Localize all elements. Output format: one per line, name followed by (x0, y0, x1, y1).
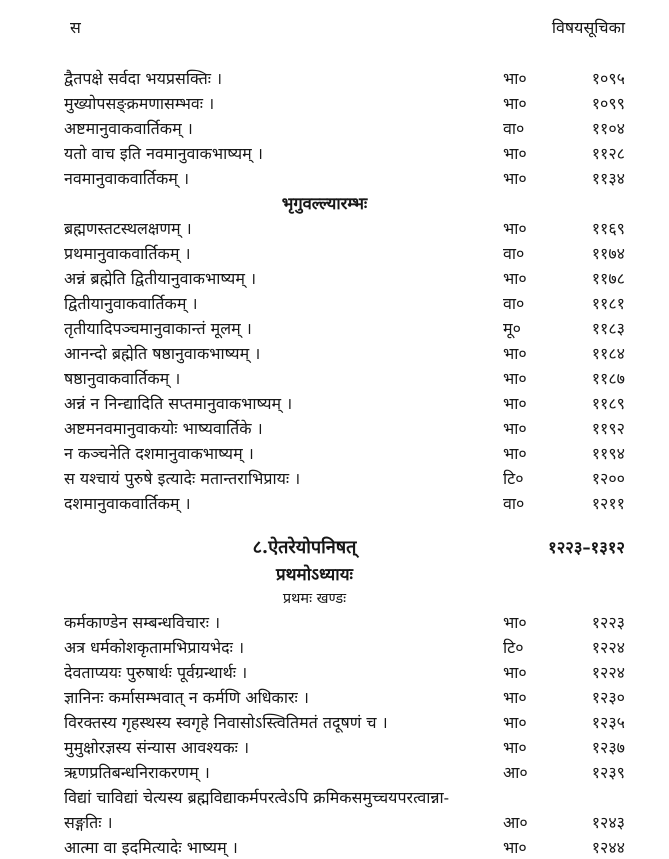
table-row (64, 660, 625, 685)
entry-page-number: १२३० (591, 688, 625, 707)
entry-source-label: टि० (503, 469, 524, 488)
entry-title: अष्टमानुवाकवार्तिकम् । (64, 119, 193, 138)
entry-title: दशमानुवाकवार्तिकम् । (64, 494, 191, 513)
table-row (64, 91, 625, 116)
entry-source-label: भा० (503, 444, 527, 463)
table-row (64, 316, 625, 341)
entry-source-label: भा० (503, 394, 527, 413)
entry-page-number: ११८७ (591, 369, 625, 388)
entry-source-label: भा० (503, 738, 527, 757)
chapter-title: ८.ऐतरेयोपनिषत् (252, 537, 357, 558)
table-row (64, 391, 625, 416)
table-row (64, 416, 625, 441)
table-row (64, 735, 625, 760)
entry-page-number: ११२८ (591, 144, 625, 163)
entry-page-number: ११९४ (591, 444, 625, 463)
chapter-heading-line (64, 534, 625, 562)
table-row (64, 116, 625, 141)
table-row (64, 366, 625, 391)
entry-source-label: वा० (503, 244, 525, 263)
entry-page-number: ११७८ (591, 269, 625, 288)
entry-title: मुमुक्षोरज्ञस्य संन्यास आवश्यकः । (64, 738, 250, 757)
entry-title: षष्ठानुवाकवार्तिकम् । (64, 369, 181, 388)
entry-page-number: १२२४ (591, 638, 625, 657)
entry-source-label: वा० (503, 294, 525, 313)
entry-page-number: १०९९ (591, 94, 625, 113)
entry-source-label: भा० (503, 838, 527, 857)
running-header-title: विषयसूचिका (551, 18, 625, 37)
table-row (64, 466, 625, 491)
table-row (64, 216, 625, 241)
adhyaya-heading: प्रथमोऽध्यायः (276, 565, 353, 585)
table-row (64, 141, 625, 166)
entry-title: अष्टमनवमानुवाकयोः भाष्यवार्तिके । (64, 419, 263, 438)
entry-title: द्वितीयानुवाकवार्तिकम् । (64, 294, 198, 313)
table-row (64, 685, 625, 710)
entry-page-number: ११०४ (591, 119, 625, 138)
running-header (64, 16, 625, 38)
table-row (64, 635, 625, 660)
entry-source-label: टि० (503, 638, 524, 657)
entry-title: अन्नं न निन्द्यादिति सप्तमानुवाकभाष्यम् । (64, 394, 293, 413)
table-row (64, 810, 625, 835)
entry-page-number: १२२४ (591, 663, 625, 682)
table-row (64, 785, 625, 810)
entry-title: ज्ञानिनः कर्मासम्भवात् न कर्मणि अधिकारः । (64, 688, 309, 707)
running-header-folio: स (70, 18, 81, 37)
entry-title: न कञ्चनेति दशमानुवाकभाष्यम् । (64, 444, 254, 463)
entry-source-label: भा० (503, 219, 527, 238)
table-row (64, 710, 625, 735)
entry-title: स यश्चायं पुरुषे इत्यादेः मतान्तराभिप्रायः । (64, 469, 301, 488)
entry-source-label: वा० (503, 119, 525, 138)
entry-page-number: १२४३ (591, 813, 625, 832)
entry-source-label: भा० (503, 688, 527, 707)
entry-source-label: भा० (503, 69, 527, 88)
entry-title: अन्नं ब्रह्मेति द्वितीयानुवाकभाष्यम् । (64, 269, 257, 288)
entry-page-number: ११८३ (591, 319, 625, 338)
entry-title: देवताप्ययः पुरुषार्थः पूर्वग्रन्थार्थः । (64, 663, 248, 682)
entry-title: आत्मा वा इदमित्यादेः भाष्यम् । (64, 838, 238, 857)
entry-title: ब्रह्मणस्तटस्थलक्षणम् । (64, 219, 192, 238)
entry-page-number: ११८१ (591, 294, 625, 313)
entry-source-label: आ० (503, 763, 528, 782)
entry-page-number: १२४४ (591, 838, 625, 857)
entry-page-number: १२२३ (591, 613, 625, 632)
entry-title: तृतीयादिपञ्चमानुवाकान्तं मूलम् । (64, 319, 252, 338)
entry-title: नवमानुवाकवार्तिकम् । (64, 169, 190, 188)
entry-source-label: भा० (503, 269, 527, 288)
entry-source-label: भा० (503, 613, 527, 632)
entry-source-label: भा० (503, 663, 527, 682)
entry-page-number: ११३४ (591, 169, 625, 188)
entry-source-label: आ० (503, 813, 528, 832)
entry-title: विरक्तस्य गृहस्थस्य स्वगृहे निवासोऽस्त्वितिमतं तदूषणं च । (64, 713, 388, 732)
entry-source-label: भा० (503, 713, 527, 732)
entry-page-number: १२३७ (591, 738, 625, 757)
table-row (64, 760, 625, 785)
entry-title: ऋणप्रतिबन्धनिराकरणम् । (64, 763, 210, 782)
table-row (64, 835, 625, 859)
entry-title: विद्यां चाविद्यां चेत्यस्य ब्रह्मविद्याकर्मपरत्वेऽपि क्रमिकसमुच्चयपरत्वान्ना- (64, 788, 450, 807)
table-row (64, 66, 625, 91)
section-gap (64, 516, 625, 534)
entry-title: द्वैतपक्षे सर्वदा भयप्रसक्तिः । (64, 69, 223, 88)
entry-page-number: १२३५ (591, 713, 625, 732)
entry-title: प्रथमानुवाकवार्तिकम् । (64, 244, 191, 263)
entry-source-label: वा० (503, 494, 525, 513)
entry-title: कर्मकाण्डेन सम्बन्धविचारः । (64, 613, 221, 632)
entry-page-number: १२०० (591, 469, 625, 488)
table-row (64, 341, 625, 366)
entry-title: अत्र धर्मकोशकृतामभिप्रायभेदः । (64, 638, 245, 657)
entry-page-number: ११८९ (591, 394, 625, 413)
table-row (64, 266, 625, 291)
table-row (64, 610, 625, 635)
entry-page-number: १२३९ (591, 763, 625, 782)
entry-title: मुख्योपसङ्क्रमणासम्भवः । (64, 94, 215, 113)
entry-source-label: भा० (503, 344, 527, 363)
entry-source-label: भा० (503, 419, 527, 438)
section-heading-bhriguvalli: भृगुवल्ल्यारम्भः (281, 194, 368, 213)
entry-page-number: १२११ (591, 494, 625, 513)
table-row (64, 166, 625, 191)
khanda-subheading: प्रथमः खण्डः (282, 591, 347, 607)
entry-source-label: मू० (503, 319, 521, 338)
entry-page-number: ११७४ (591, 244, 625, 263)
table-row (64, 241, 625, 266)
table-row (64, 491, 625, 516)
entry-title: सङ्गतिः । (64, 813, 113, 832)
entry-page-number: ११८४ (591, 344, 625, 363)
entry-page-number: ११९२ (591, 419, 625, 438)
entry-source-label: भा० (503, 144, 527, 163)
entry-source-label: भा० (503, 169, 527, 188)
entry-source-label: भा० (503, 369, 527, 388)
table-row (64, 291, 625, 316)
table-row (64, 441, 625, 466)
entry-page-number: १०९५ (591, 69, 625, 88)
entry-page-number: ११६९ (591, 219, 625, 238)
entry-title: आनन्दो ब्रह्मेति षष्ठानुवाकभाष्यम् । (64, 344, 261, 363)
entry-title: यतो वाच इति नवमानुवाकभाष्यम् । (64, 144, 263, 163)
entry-source-label: भा० (503, 94, 527, 113)
chapter-page-range: १२२३–१३१२ (548, 538, 625, 557)
